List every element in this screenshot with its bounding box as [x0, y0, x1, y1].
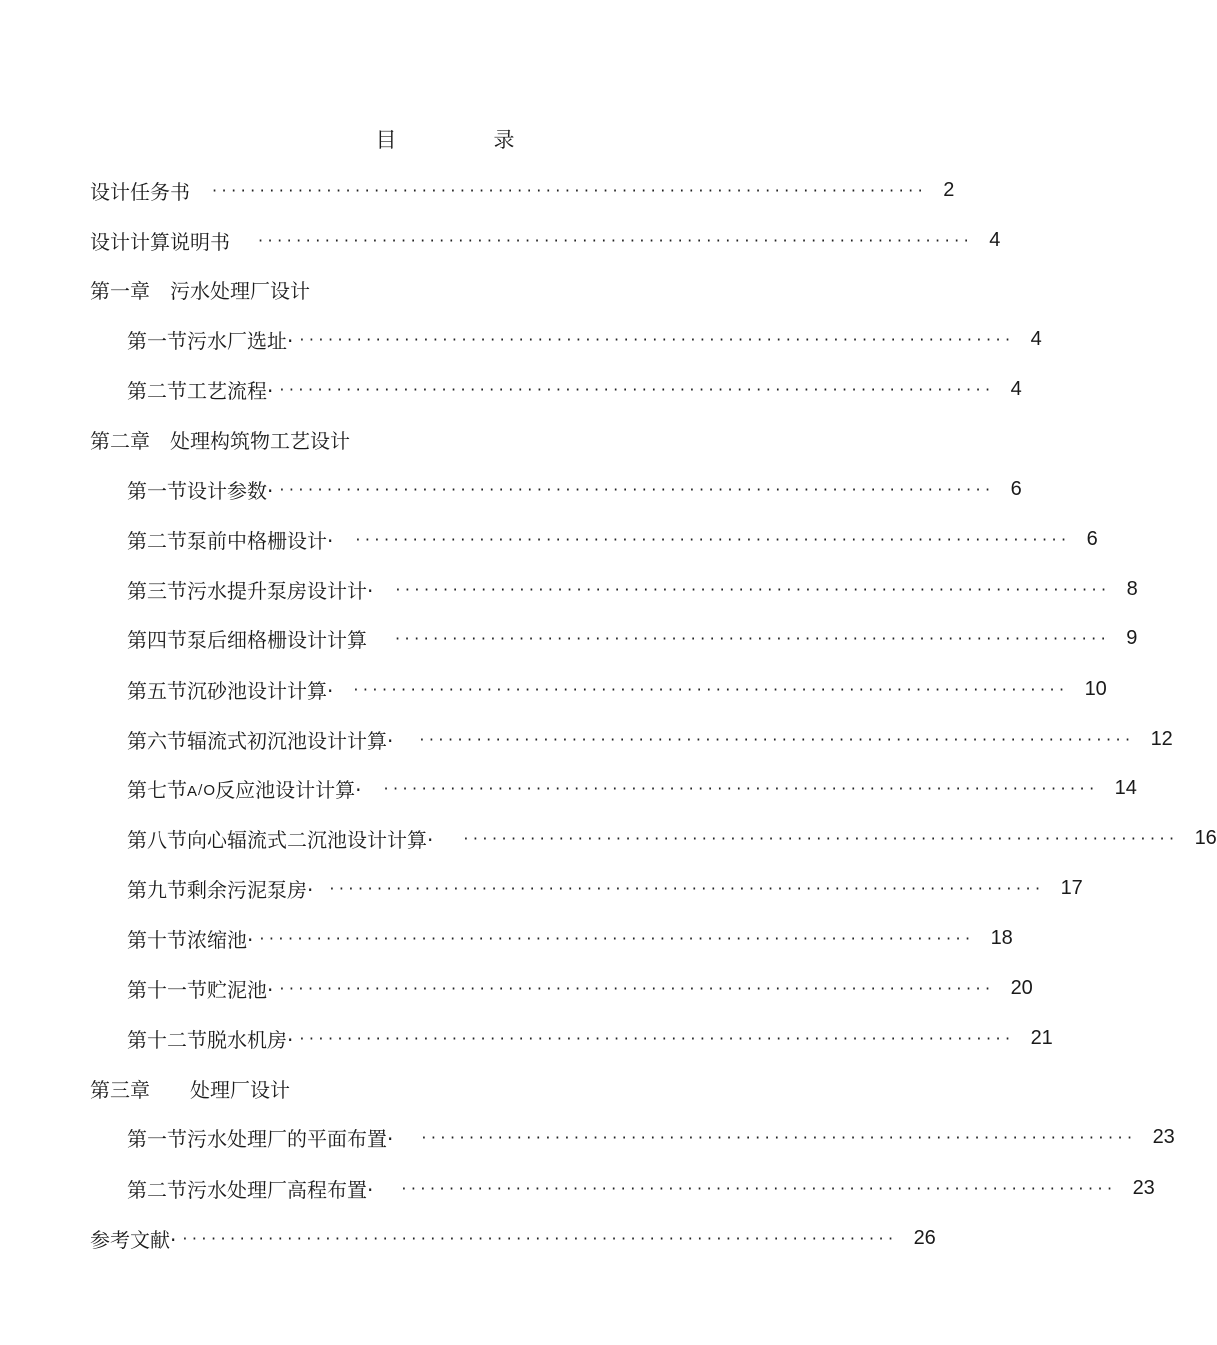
toc-entry-2-8[interactable] — [127, 823, 1217, 853]
toc-leader: ··········································································· — [182, 1228, 898, 1248]
ao-letter-a: A — [187, 782, 198, 800]
ao-separator: / — [198, 782, 203, 798]
toc-chapter-1[interactable] — [90, 274, 790, 304]
toc-entry-1-1[interactable] — [127, 324, 1042, 354]
toc-label: 脱水机房· — [207, 1027, 294, 1052]
toc-page-number: 4 — [1030, 327, 1042, 350]
toc-page-number: 6 — [1010, 477, 1022, 500]
toc-section-number: 第八节 — [127, 827, 187, 852]
toc-section-number: 第一节 — [127, 1126, 187, 1151]
toc-entry-2-11[interactable] — [127, 973, 1033, 1003]
toc-label: 向心辐流式二沉池设计计算· — [187, 827, 434, 852]
toc-entry-2-5[interactable] — [127, 674, 1107, 704]
toc-page-number: 17 — [1060, 876, 1083, 899]
toc-entry-2-1[interactable] — [127, 474, 1022, 504]
toc-label: 辐流式初沉池设计计算· — [187, 728, 394, 753]
toc-leader: ··········································································· — [395, 628, 1111, 648]
toc-entry-3-1[interactable] — [127, 1122, 1175, 1152]
toc-leader: ··········································································· — [279, 379, 995, 399]
toc-section-number: 第一节 — [127, 478, 187, 503]
toc-entry-design-calc[interactable] — [90, 225, 1001, 255]
toc-leader: ··········································································· — [259, 928, 975, 948]
toc-leader: ··········································································· — [279, 479, 995, 499]
toc-entry-3-2[interactable] — [127, 1173, 1155, 1203]
toc-leader: ··········································································· — [258, 230, 974, 250]
toc-leader: ··········································································· — [355, 529, 1071, 549]
toc-section-number: 第二节 — [127, 528, 187, 553]
toc-entry-design-task[interactable] — [90, 175, 955, 205]
toc-label: 泵后细格栅设计计算 — [187, 627, 367, 652]
toc-leader: ··········································································· — [299, 329, 1015, 349]
toc-section-number: 第二节 — [127, 1177, 187, 1202]
toc-section-number: 第三节 — [127, 578, 187, 603]
toc-entry-2-12[interactable] — [127, 1023, 1053, 1053]
toc-label: 工艺流程· — [187, 378, 274, 403]
toc-label: 浓缩池· — [187, 927, 254, 952]
toc-page-number: 12 — [1150, 727, 1173, 750]
toc-label: 污水厂选址· — [187, 328, 294, 353]
toc-chapter-label: 第二章 处理构筑物工艺设计 — [90, 428, 350, 453]
toc-leader: ··········································································· — [421, 1127, 1137, 1147]
toc-label: 沉砂池设计计算· — [187, 678, 334, 703]
toc-entry-1-2[interactable] — [127, 374, 1022, 404]
toc-page-number: 23 — [1152, 1125, 1175, 1148]
toc-entry-2-3[interactable] — [127, 574, 1138, 604]
toc-section-number: 第二节 — [127, 378, 187, 403]
toc-page-number: 20 — [1010, 976, 1033, 999]
toc-label: 剩余污泥泵房· — [187, 877, 314, 902]
page-title: 目 录 — [375, 128, 553, 152]
toc-section-number: 第一节 — [127, 328, 187, 353]
toc-label: 污水处理厂高程布置· — [187, 1177, 374, 1202]
toc-chapter-3[interactable] — [90, 1073, 790, 1103]
toc-section-number: 第七节 — [127, 777, 187, 802]
toc-leader: ··········································································· — [353, 679, 1069, 699]
toc-page-number: 18 — [990, 926, 1013, 949]
toc-entry-2-7[interactable] — [127, 773, 1137, 803]
toc-page-number: 4 — [1010, 377, 1022, 400]
toc-page-number: 2 — [943, 178, 955, 201]
toc-leader: ··········································································· — [279, 978, 995, 998]
toc-label: 参考文献· — [90, 1227, 177, 1252]
toc-chapter-label: 第三章 处理厂设计 — [90, 1077, 290, 1102]
toc-chapter-label: 第一章 污水处理厂设计 — [90, 278, 310, 303]
toc-section-number: 第十节 — [127, 927, 187, 952]
toc-page-number: 10 — [1084, 677, 1107, 700]
toc-leader: ··········································································· — [212, 180, 928, 200]
toc-label: 污水处理厂的平面布置· — [187, 1126, 394, 1151]
toc-label: 设计任务书 — [90, 179, 190, 204]
toc-page-number: 14 — [1114, 776, 1137, 799]
toc-leader: ··········································································· — [401, 1178, 1117, 1198]
toc-section-number: 第六节 — [127, 728, 187, 753]
toc-page-number: 23 — [1132, 1176, 1155, 1199]
toc-label: 污水提升泵房设计计· — [187, 578, 374, 603]
toc-entry-2-9[interactable] — [127, 873, 1083, 903]
toc-entry-2-6[interactable] — [127, 724, 1173, 754]
toc-leader: ··········································································· — [299, 1028, 1015, 1048]
toc-page-number: 26 — [913, 1226, 936, 1249]
toc-page-number: 21 — [1030, 1026, 1053, 1049]
ao-letter-o: O — [203, 781, 216, 799]
toc-leader: ··········································································· — [329, 878, 1045, 898]
toc-entry-2-10[interactable] — [127, 923, 1013, 953]
toc-section-number: 第五节 — [127, 678, 187, 703]
toc-leader: ··········································································· — [463, 828, 1179, 848]
toc-section-number: 第九节 — [127, 877, 187, 902]
toc-label: 泵前中格栅设计· — [187, 528, 334, 553]
toc-section-number: 第四节 — [127, 627, 187, 652]
toc-entry-references[interactable] — [90, 1223, 936, 1253]
toc-leader: ··········································································· — [419, 729, 1135, 749]
toc-page-number: 16 — [1194, 826, 1217, 849]
toc-label: 设计参数· — [187, 478, 274, 503]
toc-section-number: 第十二节 — [127, 1027, 207, 1052]
toc-leader: ··········································································· — [395, 579, 1111, 599]
toc-label: 设计计算说明书 — [90, 229, 230, 254]
toc-label: 反应池设计计算· — [215, 777, 362, 802]
toc-entry-2-4[interactable] — [127, 623, 1138, 653]
toc-entry-2-2[interactable] — [127, 524, 1098, 554]
toc-section-number: 第十一节 — [127, 977, 207, 1002]
toc-page-number: 6 — [1086, 527, 1098, 550]
toc-page-number: 4 — [989, 228, 1001, 251]
toc-leader: ··········································································· — [383, 778, 1099, 798]
toc-page-number: 9 — [1126, 626, 1138, 649]
toc-page-number: 8 — [1126, 577, 1138, 600]
toc-chapter-2[interactable] — [90, 424, 790, 454]
toc-label: 贮泥池· — [207, 977, 274, 1002]
